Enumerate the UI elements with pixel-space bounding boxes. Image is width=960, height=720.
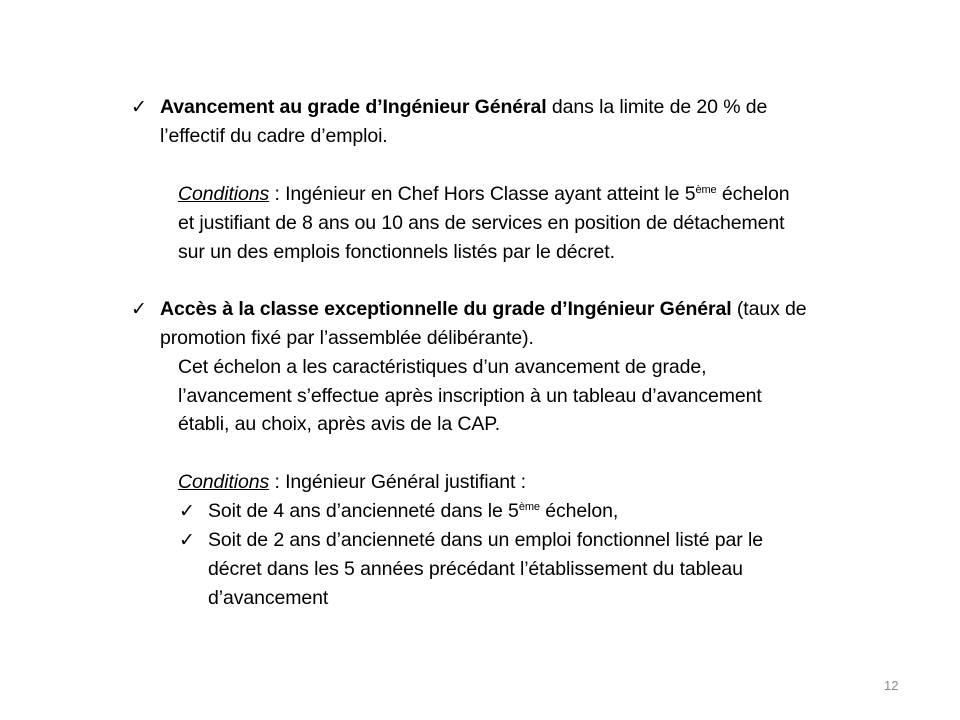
- sub-bullet1-text-a: Soit de 4 ans d’ancienneté dans le 5: [208, 500, 519, 522]
- conditions2-rest: : Ingénieur Général justifiant :: [269, 471, 526, 493]
- checkmark-icon: ✓: [179, 501, 195, 522]
- sub-bullet1-sup: ème: [518, 501, 540, 513]
- bullet1-rest: dans la limite de 20 % de: [546, 96, 768, 118]
- conditions1-sup: ème: [695, 184, 717, 196]
- sub-bullet2-line1: Soit de 2 ans d’ancienneté dans un emploi fonctionnel listé par le: [208, 529, 763, 551]
- bullet1-bold-title: Avancement au grade d’Ingénieur Général: [160, 96, 547, 118]
- conditions1-line2: et justifiant de 8 ans ou 10 ans de services en position de détachement: [178, 212, 785, 234]
- sub-bullet1-text-b: échelon,: [539, 500, 619, 522]
- bullet2-line1: [160, 295, 807, 324]
- conditions2-line1: [178, 468, 526, 497]
- sub-bullet2-line3: d’avancement: [208, 587, 329, 609]
- sub-bullet1: [208, 497, 618, 526]
- checkmark-icon: ✓: [131, 299, 147, 320]
- bullet2-rest: (taux de: [731, 298, 807, 320]
- conditions1-line3: sur un des emplois fonctionnels listés par le décret.: [178, 241, 615, 263]
- conditions1-text-b: échelon: [716, 183, 790, 205]
- paragraph2-line1: Cet échelon a les caractéristiques d’un avancement de grade,: [178, 356, 707, 378]
- conditions1-text-a: : Ingénieur en Chef Hors Classe ayant atteint le 5: [269, 183, 696, 205]
- checkmark-icon: ✓: [179, 530, 195, 551]
- paragraph2-line2: l’avancement s’effectue après inscription à un tableau d’avancement: [178, 385, 762, 407]
- bullet1-line1: [160, 93, 767, 122]
- conditions1-line1: [178, 180, 790, 209]
- conditions2-label: Conditions: [178, 471, 270, 493]
- checkmark-icon: ✓: [131, 97, 147, 118]
- bullet2-bold-title: Accès à la classe exceptionnelle du grade d’Ingénieur Général: [160, 298, 732, 320]
- page-number: 12: [884, 678, 899, 693]
- bullet2-line2: promotion fixé par l’assemblée délibérante).: [160, 327, 534, 349]
- paragraph2-line3: établi, au choix, après avis de la CAP.: [178, 413, 501, 435]
- bullet1-line2: l’effectif du cadre d’emploi.: [160, 125, 388, 147]
- sub-bullet2-line2: décret dans les 5 années précédant l’établissement du tableau: [208, 558, 743, 580]
- conditions1-label: Conditions: [178, 183, 270, 205]
